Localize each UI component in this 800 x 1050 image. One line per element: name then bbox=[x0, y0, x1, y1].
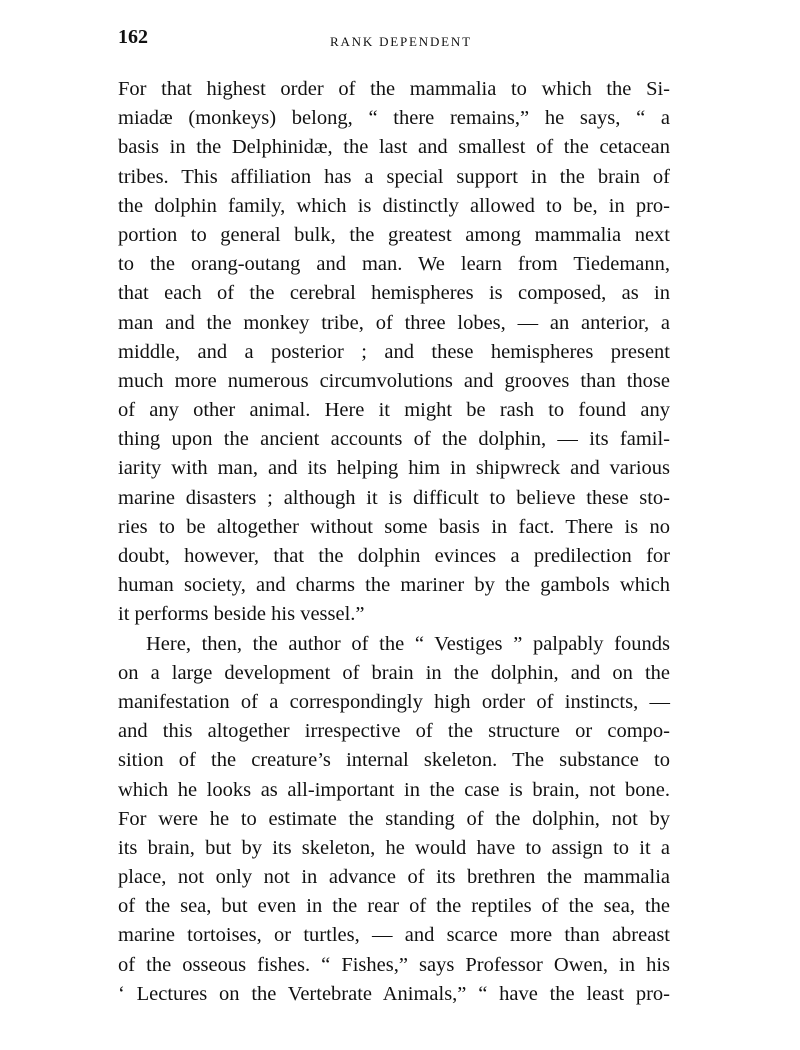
text-line: the dolphin family, which is distinctly allowed to be, in pro- bbox=[118, 194, 670, 217]
text-line: doubt, however, that the dolphin evinces a predilection for bbox=[118, 545, 670, 567]
text-line: of the osseous fishes. “ Fishes,” says Professor Owen, in his bbox=[118, 953, 670, 976]
text-line: sition of the creature’s internal skeleton. The substance to bbox=[118, 749, 670, 772]
paragraph bbox=[118, 75, 670, 630]
text-line: man and the monkey tribe, of three lobes, — an anterior, a bbox=[118, 311, 670, 334]
text-line: it performs beside his vessel.” bbox=[118, 603, 365, 626]
text-line: to the orang-outang and man. We learn from Tiedemann, bbox=[118, 253, 670, 276]
text-line: tribes. This affiliation has a special support in the brain of bbox=[118, 165, 670, 188]
text-line: miadæ (monkeys) belong, “ there remains,” he says, “ a bbox=[118, 107, 670, 130]
text-line: its brain, but by its skeleton, he would have to assign to it a bbox=[118, 836, 670, 859]
text-line: ‘ Lectures on the Vertebrate Animals,” “ have the least pro- bbox=[118, 982, 670, 1005]
running-head: RANK DEPENDENT bbox=[330, 34, 472, 49]
text-line: thing upon the ancient accounts of the dolphin, — its famil- bbox=[118, 428, 670, 451]
text-line: manifestation of a correspondingly high order of instincts, — bbox=[118, 690, 670, 713]
text-line: marine tortoises, or turtles, — and scarce more than abreast bbox=[118, 924, 670, 947]
paragraph bbox=[118, 630, 670, 1009]
text-line: basis in the Delphinidæ, the last and smallest of the cetacean bbox=[118, 136, 670, 159]
text-line: on a large development of brain in the dolphin, and on the bbox=[118, 661, 670, 684]
text-line: place, not only not in advance of its brethren the mammalia bbox=[118, 866, 670, 889]
text-line: For were he to estimate the standing of the dolphin, not by bbox=[118, 807, 670, 830]
text-line: middle, and a posterior ; and these hemispheres present bbox=[118, 340, 670, 363]
text-line: human society, and charms the mariner by the gambols which bbox=[118, 574, 670, 597]
page-number: 162 bbox=[118, 26, 148, 48]
text-line: marine disasters ; although it is difficult to believe these sto- bbox=[118, 486, 670, 509]
text-line: portion to general bulk, the greatest among mammalia next bbox=[118, 223, 670, 246]
text-line: For that highest order of the mammalia to which the Si- bbox=[118, 78, 670, 100]
text-line: iarity with man, and its helping him in shipwreck and various bbox=[118, 457, 670, 480]
text-line: of the sea, but even in the rear of the reptiles of the sea, the bbox=[118, 895, 670, 918]
page-header bbox=[118, 26, 670, 56]
text-line: Here, then, the author of the “ Vestiges ” palpably founds bbox=[146, 632, 670, 655]
text-line: that each of the cerebral hemispheres is composed, as in bbox=[118, 282, 670, 305]
text-line: of any other animal. Here it might be rash to found any bbox=[118, 399, 670, 422]
text-line: which he looks as all-important in the case is brain, not bone. bbox=[118, 778, 670, 801]
text-line: much more numerous circumvolutions and grooves than those bbox=[118, 369, 670, 392]
text-line: and this altogether irrespective of the structure or compo- bbox=[118, 720, 670, 743]
text-line: ries to be altogether without some basis in fact. There is no bbox=[118, 515, 670, 538]
body-text bbox=[118, 75, 670, 1009]
